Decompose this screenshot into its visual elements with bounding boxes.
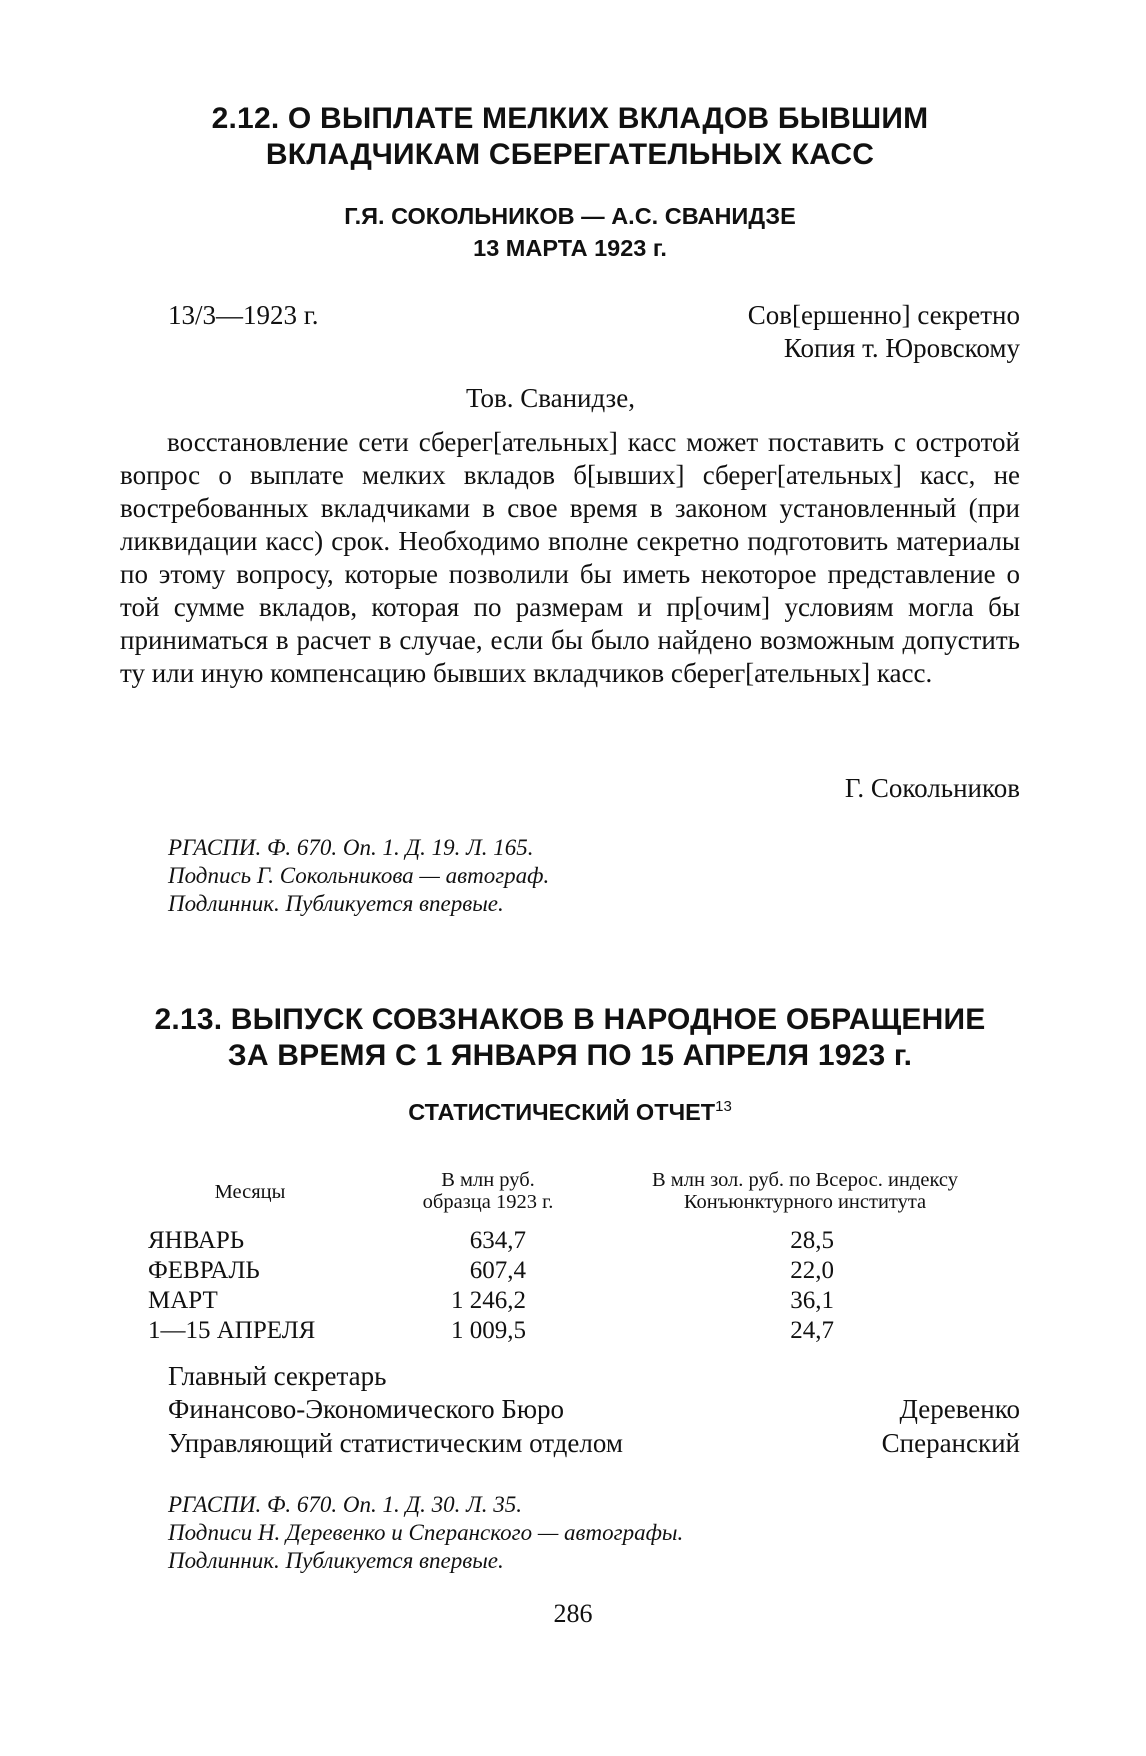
- archive-reference-1: [168, 834, 549, 918]
- page-number: 286: [553, 1599, 593, 1628]
- column-header-rub-line-1: В млн руб.: [441, 1169, 535, 1191]
- archive-reference-2: [168, 1491, 683, 1575]
- table-cell-month: МАРТ: [148, 1287, 218, 1314]
- secrecy-mark: Сов[ершенно] секретно: [747, 300, 1020, 330]
- archive-line: Подлинник. Публикуется впервые.: [168, 1548, 504, 1573]
- letter-body: [120, 426, 1020, 690]
- signatory-line-3: [168, 1427, 1020, 1460]
- footnote-mark: 13: [715, 1098, 732, 1115]
- section-2-subtitle: [120, 1096, 1020, 1128]
- table-cell-rub: 1 009,5: [451, 1317, 526, 1344]
- table-cell-rub: 607,4: [469, 1257, 526, 1284]
- table-cell-gold: 28,5: [790, 1227, 834, 1254]
- section-2-title-line-2: ЗА ВРЕМЯ С 1 ЯНВАРЯ ПО 15 АПРЕЛЯ 1923 г.: [227, 1039, 913, 1072]
- section-1-title-line-2: ВКЛАДЧИКАМ СБЕРЕГАТЕЛЬНЫХ КАСС: [265, 138, 875, 171]
- table-cell-gold: 22,0: [790, 1257, 834, 1284]
- column-header-rub-line-2: образца 1923 г.: [422, 1191, 554, 1213]
- section-1-subtitle-line-2: 13 МАРТА 1923 г.: [473, 235, 667, 261]
- report-title: СТАТИСТИЧЕСКИЙ ОТЧЕТ: [408, 1099, 716, 1125]
- section-2-title: [120, 1002, 1020, 1074]
- column-header-gold-line-1: В млн зол. руб. по Всерос. индексу: [652, 1169, 958, 1191]
- signatory-title: Финансово-Экономического Бюро: [168, 1394, 565, 1424]
- archive-line: Подлинник. Публикуется впервые.: [168, 891, 504, 916]
- signatory-name-speransky: Сперанский: [881, 1428, 1020, 1458]
- section-1-subtitle: [120, 200, 1020, 264]
- column-header-months: Месяцы: [214, 1181, 286, 1203]
- signatory-title: Главный секретарь: [168, 1361, 387, 1391]
- salutation: Тов. Сванидзе,: [466, 383, 635, 413]
- table-cell-gold: 24,7: [790, 1317, 834, 1344]
- signatory-title: Управляющий статистическим отделом: [168, 1428, 623, 1458]
- copy-recipient: Копия т. Юровскому: [783, 333, 1020, 363]
- letter-body-text: восстановление сети сберег[ательных] касс может поставить с остротой вопрос о выплате мелких вкладов б[ывших] сберег[ательных] касс, не востребованных вкладчиками в свое время в законом установленный (при ликвидации касс) срок. Необходимо вполне секретно подготовить материалы по этому вопросу, которые позволили бы иметь некоторое представление о той сумме вкладов, которая по размерам и пр[очим] условиям могла бы приниматься в расчет в случае, если бы было найдено возможным допустить ту или иную компенсацию бывших вкладчиков сберег[ательных] касс.: [120, 427, 1020, 688]
- section-1-title-line-1: 2.12. О ВЫПЛАТЕ МЕЛКИХ ВКЛАДОВ БЫВШИМ: [211, 102, 929, 135]
- section-2-title-line-1: 2.13. ВЫПУСК СОВЗНАКОВ В НАРОДНОЕ ОБРАЩЕНИЕ: [154, 1003, 986, 1036]
- column-header-gold: [600, 1169, 1010, 1213]
- archive-line: Подпись Г. Сокольникова — автограф.: [168, 863, 550, 888]
- signatory-name-derevenko: Деревенко: [899, 1394, 1020, 1424]
- table-cell-rub: 1 246,2: [451, 1287, 526, 1314]
- archive-line: РГАСПИ. Ф. 670. Оп. 1. Д. 19. Л. 165.: [168, 835, 534, 860]
- table-cell-gold: 36,1: [790, 1287, 834, 1314]
- letter-signature: Г. Сокольников: [844, 773, 1020, 803]
- archive-line: Подписи Н. Деревенко и Сперанского — автографы.: [168, 1520, 684, 1545]
- archive-line: РГАСПИ. Ф. 670. Оп. 1. Д. 30. Л. 35.: [168, 1492, 523, 1517]
- signatory-title-line-1: [168, 1360, 1020, 1393]
- letter-date: 13/3—1923 г.: [168, 300, 319, 330]
- section-1-title: [120, 101, 1020, 173]
- table-cell-month: 1—15 АПРЕЛЯ: [148, 1317, 316, 1344]
- column-header-rub: [388, 1169, 588, 1213]
- section-1-subtitle-line-1: Г.Я. СОКОЛЬНИКОВ — А.С. СВАНИДЗЕ: [344, 203, 796, 229]
- column-header-gold-line-2: Конъюнктурного института: [683, 1191, 927, 1213]
- table-cell-rub: 634,7: [469, 1227, 526, 1254]
- signatory-line-2: [168, 1393, 1020, 1426]
- table-cell-month: ФЕВРАЛЬ: [148, 1257, 260, 1284]
- table-cell-month: ЯНВАРЬ: [148, 1227, 245, 1254]
